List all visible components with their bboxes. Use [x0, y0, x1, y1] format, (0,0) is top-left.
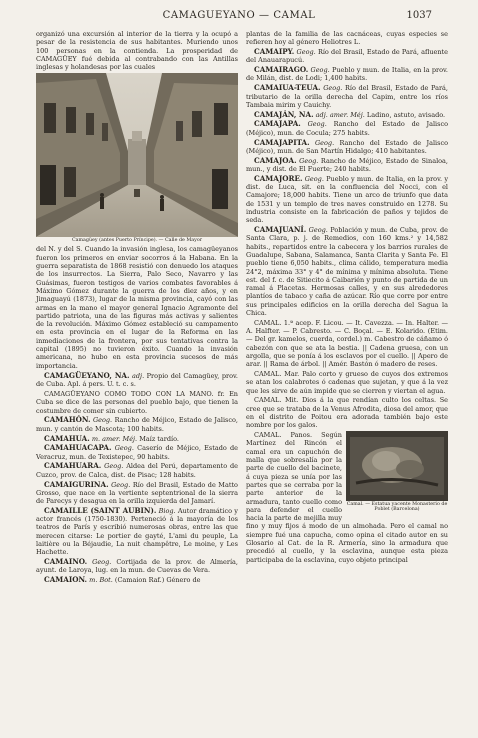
headword: CAMAINO.	[44, 557, 88, 567]
header-title: CAMAGUEYANO — CAMAL	[162, 10, 316, 21]
entry-camairago: CAMAIRAGO. Geog. Pueblo y mun. de Italia, en la prov. de Milán, dist. de Lodi; 1,400 habits.	[246, 65, 448, 83]
entry-camal: CAMAL. 1.ª acep. F. Licou. — It. Cavezza. — In. Halter. — A. Halfter. — P. Cabresto. — C. Boçal. — E. Kolarido. (Etim. — Del gr. kamelos, cuerda, cordel.) m. Cabestro de cáñamo ó cabezón con que se ata la bestia. || Cadena gruesa, con un argolla, que se ponía á los esclavos por el cuello. || Apero de arar. || Rama de árbol. || Amér. Bastón ó madero de reses.	[246, 318, 448, 369]
left-column	[36, 30, 238, 586]
entry-camahuara: CAMAHUARA. Geog. Aldea del Perú, departamento de Cuzco, prov. de Calca, dist. de Pisac; 128 habits.	[36, 461, 238, 479]
headword: CAMAILLE (SAINT AUBIN).	[44, 505, 157, 515]
entry-camagueyano: CAMAGÜEYANO, NA. adj. Propio del Camagüey, prov. de Cuba. Apl. á pers. U. t. c. s.	[36, 370, 238, 389]
headword: CAMAHÓN.	[44, 415, 91, 425]
street-photo	[36, 73, 238, 237]
entry-camahon: CAMAHÓN. Geog. Rancho de Méjico, Estado de Jalisco, mun. y cantón de Mascota; 100 habits.	[36, 415, 238, 433]
headword: CAMAHUACAPA.	[44, 443, 112, 453]
headword: CAMAJUANÍ.	[254, 225, 307, 235]
entry-camal-panos: CAMAL. Panos. Según Martínez del Rincón el camal era un capuchón de malla que sobresalía por la parte de cuello del bacinete, á cuya pieza se unía por las partes que se cerraba por la parte anterior de la armadura, tanto cuello como para defender el cuello hacia la parte de mejilla muy fino y muy fijos á modo de un almohada. Pero el camal no siempre fué una capucha, como opina el citado autor en su Glosario al Cat. de la R. Armería, sino la armadura que precedió al cuello, y la esclavina, aunque esta pieza participaba de la esclavina, cuyo objeto principal	[246, 431, 448, 564]
page-number: 1037	[406, 10, 432, 21]
headword: CAMAIUA-TEUA.	[254, 83, 321, 93]
entry-camajan: CAMAJÁN, NA. adj. amer. Méj. Ladino, astuto, avisado.	[254, 109, 446, 119]
headword: CAMAIGURINA.	[44, 479, 109, 489]
headword: CAMAJAPA.	[254, 119, 301, 129]
right-column	[246, 30, 448, 565]
left-history-paragraph: del N. y del S. Cuando la invasión inglesa, los camagüeyanos fueron los primeros en enviar socorros á la Habana. En la guerra separatista de 1868 resistió con denuedo los ataques de los insurrectos. La Sierra, Palo Seco, Navarro y las Guásimas, fueron testigos de varios combates favorables á Máximo Gómez durante la guerra de los diez años, y en Jimaguayú (1873), lugar de la misma provincia, cayó con las armas en la mano el mayor general Ignacio Agramonte del partido patriota, una de las figuras más activas y salientes de la revolución. Máximo Gómez estableció su campamento en esta provincia en el lugar de la Reforma en las inmediaciones de la frontera, por sus tentativas contra la capital (1895) no tuvieron éxito. Cuando la invasión americana, no hubo en esta provincia sucesos de más importancia.	[36, 245, 238, 370]
headword: CAMAIPY.	[254, 47, 295, 57]
entry-camal-mar: CAMAL. Mar. Palo corto y grueso de cuyos dos extremos se atan los calabrotes ó cadenas que sujetan, y que á la vez que les sirve de aún impide que se cierren y viertan el agua.	[246, 370, 448, 395]
headword: CAMAJÁN, NA.	[254, 109, 314, 119]
photo-caption: Camagüey (antes Puerto Príncipe). — Calle de Mayor	[71, 238, 203, 244]
entry-camaipy: CAMAIPY. Geog. Río del Brasil, Estado de Pará, afluente del Anauarapucú.	[246, 47, 449, 65]
entry-camajapa: CAMAJAPA. Geog. Rancho del Estado de Jalisco (Méjico), mun. de Cocula; 275 habits.	[246, 119, 448, 137]
effigy-photo	[346, 431, 448, 501]
entry-camajoa: CAMAJOA. Geog. Rancho de Méjico, Estado de Sinaloa, mun., y dist. de El Fuerte; 240 habits.	[246, 155, 448, 173]
entry-camajapita: CAMAJAPITA. Geog. Rancho del Estado de Jalisco (Méjico), mun. de San Martín Hidalgo; 410 habitantes.	[246, 137, 449, 155]
entry-camajore: CAMAJORE. Geog. Pueblo y mun. de Italia, en la prov. y dist. de Luca, sit. en la confluencia del Nocci, con el Camajore; 18,000 habits. Tiene un arco de triunfo que data de 1531 y un templo de tres naves construido en 1278. Su industria consiste en la fabricación de paños y tejidos de seda.	[246, 173, 448, 225]
right-intro-text: plantas de la familia de las cacnáceas, cuyas especies se refieren hoy al género Heliotres L.	[246, 30, 448, 47]
entry-camagueyano-phrase: CAMAGÜEYANO COMO TODO CON LA MANO. fr. En Cuba se dice de las personas del pueblo bajo, que tienen la costumbre de comer sin cubierto.	[36, 390, 238, 415]
figure-caption: Camal. — Estatua yacente Monasterio de Poblet (Barcelona)	[346, 502, 448, 513]
entry-camajuani: CAMAJUANÍ. Geog. Población y mun. de Cuba, prov. de Santa Clara, p. j. de Remedios, con 160 kms.² y 14,582 habits., repartidos entre la cabecera y los barrios rurales de Guadalupe, Sabana, Salamanca, Santa Clarita y Santa Fe. El pueblo tiene 6,050 habits., clima cálido, temperatura media 24°2, máxima 33° y 4° de mínima y mínima absoluta. Tiene est. del f. c. de Sitiecito á Caibarién y punto de partida de un ramal á Placetas. Hermosas calles, y en sus alrededores plantíos de tabaco y caña de azúcar. Río que corre por entre sus principales edificios en la orilla derecha del Sagua la Chica.	[246, 225, 448, 317]
entry-camaion: CAMAION. m. Bot. (Camaion Raf.) Género de	[44, 575, 201, 585]
headword: CAMAIRAGO.	[254, 65, 309, 75]
headword: CAMAJAPITA.	[254, 137, 310, 147]
headword: CAMAJORE.	[254, 173, 303, 183]
entry-camaiua-teua: CAMAIUA-TEUA. Geog. Río del Brasil, Estado de Pará, tributario de la orilla derecha del Capim, entre los ríos Tambaia mirim y Cauichy.	[246, 83, 449, 109]
entry-camaino: CAMAINO. Geog. Cortijada de la prov. de Almería, ayunt. de Laroya, lug. en la mun. de Cuevas de Vera.	[36, 557, 238, 575]
camal-figure	[346, 431, 448, 514]
running-header	[0, 10, 478, 26]
entry-camal-mit: CAMAL. Mit. Dios á la que rendían culto los celtas. Se cree que se trataba de la Venus Afrodita, diosa del amor, que en el distrito de Poitou era adorada también bajo este nombre por los galos.	[246, 396, 448, 430]
headword: CAMAION.	[44, 575, 88, 585]
headword: CAMAHUA.	[44, 433, 90, 443]
left-entries	[36, 372, 238, 585]
entry-camaille: CAMAILLE (SAINT AUBIN). Biog. Autor dramático y actor francés (1750-1830). Perteneció á la mayoría de los teatros de París y escribió numerosas obras, entre las que merecen citarse: Le portier de gayté, L'ami du peuple, La laitière ou la Béjaudie, La nuit champêtre, Le moine, y Les Hachette.	[36, 505, 238, 557]
left-intro-text: organizó una excursión al interior de la tierra y la ocupó a pesar de la resistencia de sus habitantes. Muriendo unos 100 personas en la contienda. La prosperidad de CAMAGÜEY fué debida al contrabando con las Antillas inglesas y holandesas por las cuales	[36, 30, 238, 72]
headword: CAMAGÜEYANO, NA.	[44, 370, 130, 380]
headword: CAMAJOA.	[254, 155, 297, 165]
entry-camahua: CAMAHUA. m. amer. Méj. Maíz tardío.	[44, 433, 180, 443]
entry-camahuacapa: CAMAHUACAPA. Geog. Caserío de Méjico, Estado de Veracruz, mun. de Texistepec, 90 habits.	[36, 443, 238, 461]
entry-camaigurina: CAMAIGURINA. Geog. Río del Brasil, Estado de Matto Grosso, que nace en la vertiente septentrional de la sierra de Parecys y desagua en la orilla izquierda del Jamarí.	[36, 479, 238, 506]
headword: CAMAHUARA.	[44, 461, 102, 471]
